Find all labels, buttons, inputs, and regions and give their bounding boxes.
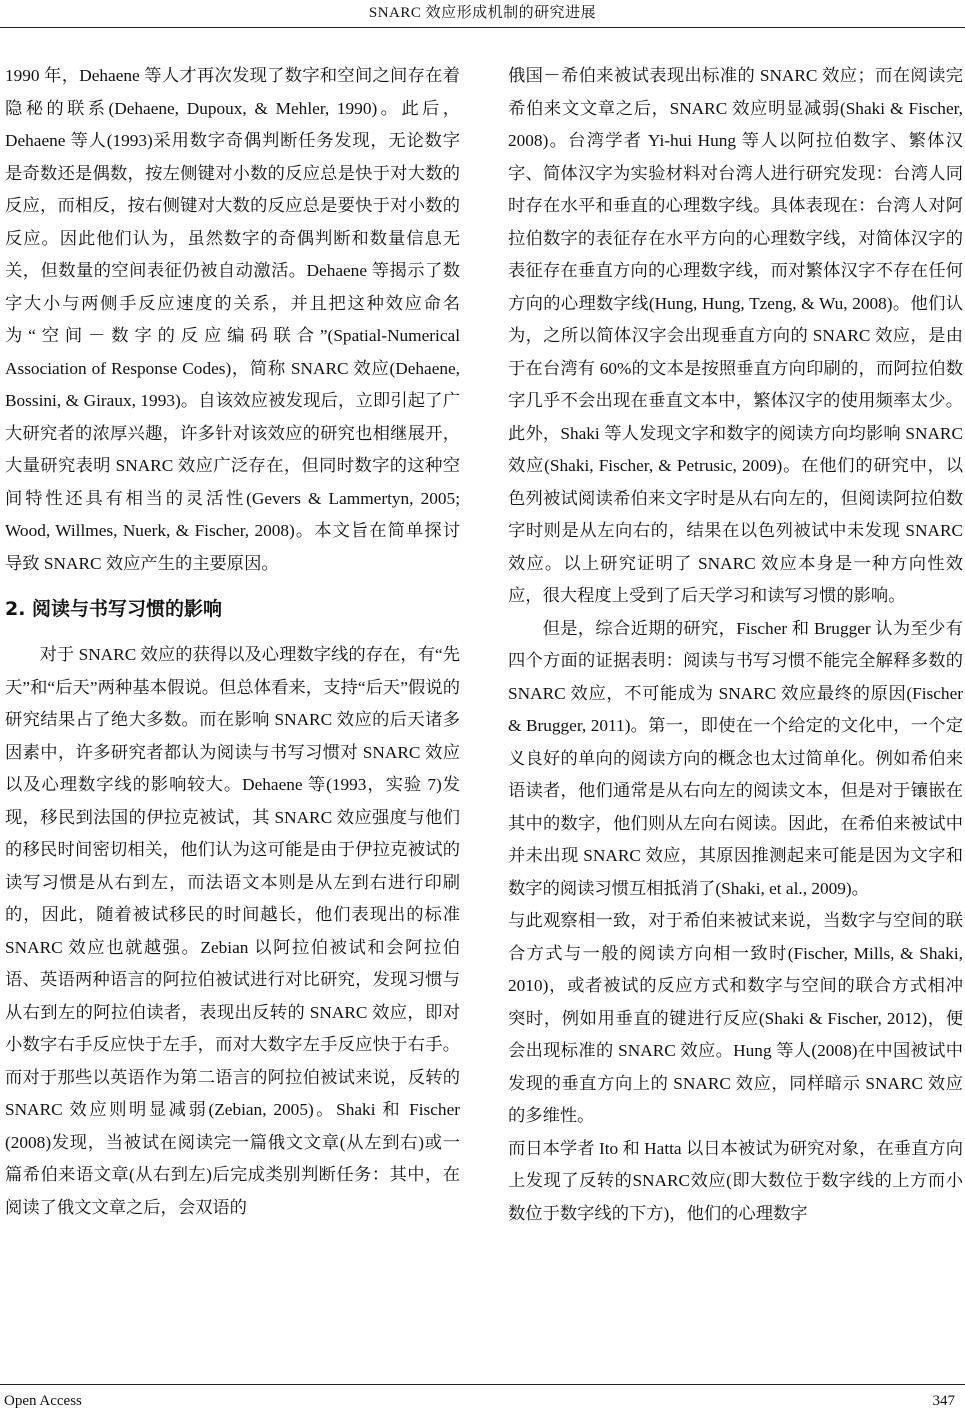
intro-paragraph: 1990 年，Dehaene 等人才再次发现了数字和空间之间存在着隐秘的联系(Dehaene, Dupoux, & Mehler, 1990)。此后，Dehaene 等人(1993)采用数字奇偶判断任务发现，无论数字是奇数还是偶数，按左侧键对小数的反应总是快于对大数的反应，而相反，按右侧键对大数的反应总是要快于对小数的反应。因此他们认为，虽然数字的奇偶判断和数量信息无关，但数量的空间表征仍被自动激活。Dehaene 等揭示了数字大小与两侧手反应速度的关系，并且把这种效应命名为“空间－数字的反应编码联合”(Spatial-Numerical Association of Response Codes)，简称 SNARC 效应(Dehaene, Bossini, & Giraux, 1993)。自该效应被发现后，立即引起了广大研究者的浓厚兴趣，许多针对该效应的研究也相继展开，大量研究表明 SNARC 效应广泛存在，但同时数字的这种空间特性还具有相当的灵活性(Gevers & Lammertyn, 2005; Wood, Willmes, Nuerk, & Fischer, 2008)。本文旨在简单探讨导致 SNARC 效应产生的主要原因。 (5, 66, 460, 573)
left-column (5, 60, 460, 1224)
section-heading: 2. 阅读与书写习惯的影响 (5, 598, 223, 620)
continuation-paragraph: 俄国－希伯来被试表现出标准的 SNARC 效应；而在阅读完希伯来文文章之后，SNARC 效应明显减弱(Shaki & Fischer, 2008)。台湾学者 Yi-hui Hung 等人以阿拉伯数字、繁体汉字、简体汉字为实验材料对台湾人进行研究发现：台湾人同时存在水平和垂直的心理数字线。具体表现在：台湾人对阿拉伯数字的表征存在水平方向的心理数字线，对简体汉字的表征存在垂直方向的心理数字线，而对繁体汉字不存在任何方向的心理数字线(Hung, Hung, Tzeng, & Wu, 2008)。他们认为，之所以简体汉字会出现垂直方向的 SNARC 效应，是由于在台湾有 60%的文本是按照垂直方向印刷的，而阿拉伯数字几乎不会出现在垂直文本中，繁体汉字的使用频率太少。此外，Shaki 等人发现文字和数字的阅读方向均影响 SNARC 效应(Shaki, Fischer, & Petrusic, 2009)。在他们的研究中，以色列被试阅读希伯来文字时是从右向左的，但阅读阿拉伯数字时则是从左向右的，结果在以色列被试中未发现 SNARC 效应。以上研究证明了 SNARC 效应本身是一种方向性效应，很大程度上受到了后天学习和读写习惯的影响。 (508, 66, 963, 605)
section-paragraph: 对于 SNARC 效应的获得以及心理数字线的存在，有“先天”和“后天”两种基本假说。但总体看来，支持“后天”假说的研究结果占了绝大多数。而在影响 SNARC 效应的后天诸多因素中，许多研究者都认为阅读与书写习惯对 SNARC 效应以及心理数字线的影响较大。Dehaene 等(1993，实验 7)发现，移民到法国的伊拉克被试，其 SNARC 效应强度与他们的移民时间密切相关，他们认为这可能是由于伊拉克被试的读写习惯是从右到左，而法语文本则是从左到右进行印刷的，因此，随着被试移民的时间越长，他们表现出的标准 SNARC 效应也就越强。Zebian 以阿拉伯被试和会阿拉伯语、英语两种语言的阿拉伯被试进行对比研究，发现习惯与从右到左的阿拉伯读者，表现出反转的 SNARC 效应，即对小数字右手反应快于左手，而对大数字左手反应快于右手。而对于那些以英语作为第二语言的阿拉伯被试来说，反转的 SNARC 效应则明显减弱(Zebian, 2005)。Shaki 和 Fischer (2008)发现，当被试在阅读完一篇俄文文章(从左到右)或一篇希伯来语文章(从右到左)后完成类别判断任务：其中，在阅读了俄文文章之后，会双语的 (5, 645, 460, 1217)
footer-journal: Open Access (4, 1393, 82, 1409)
paragraph-2: 但是，综合近期的研究，Fischer 和 Brugger 认为至少有四个方面的证据表明：阅读与书写习惯不能完全解释多数的 SNARC 效应，不可能成为 SNARC 效应最终的原因(Fischer & Brugger, 2011)。第一，即使在一个给定的文化中，一个定义良好的单向的阅读方向的概念也太过简单化。例如希伯来语读者，他们通常是从右向左的阅读文本，但是对于镶嵌在其中的数字，他们则从左向右阅读。因此，在希伯来被试中并未出现 SNARC 效应，其原因推测起来可能是因为文字和数字的阅读习惯互相抵消了(Shaki, et al., 2009)。 (508, 618, 963, 898)
page-number: 347 (932, 1393, 955, 1409)
header-divider (0, 27, 965, 28)
right-column (508, 60, 963, 1230)
paragraph-4: 而日本学者 Ito 和 Hatta 以日本被试为研究对象，在垂直方向上发现了反转的SNARC效应(即大数位于数字线的上方而小数位于数字线的下方)，他们的心理数字 (508, 1138, 963, 1223)
running-title: SNARC 效应形成机制的研究进展 (368, 5, 597, 21)
footer-divider (0, 1384, 965, 1385)
paragraph-3: 与此观察相一致，对于希伯来被试来说，当数字与空间的联合方式与一般的阅读方向相一致时(Fischer, Mills, & Shaki, 2010)，或者被试的反应方式和数字与空间的联合方式相冲突时，例如用垂直的键进行反应(Shaki & Fischer, 2012)，便会出现标准的 SNARC 效应。Hung 等人(2008)在中国被试中发现的垂直方向上的 SNARC 效应，同样暗示 SNARC 效应的多维性。 (508, 911, 963, 1125)
